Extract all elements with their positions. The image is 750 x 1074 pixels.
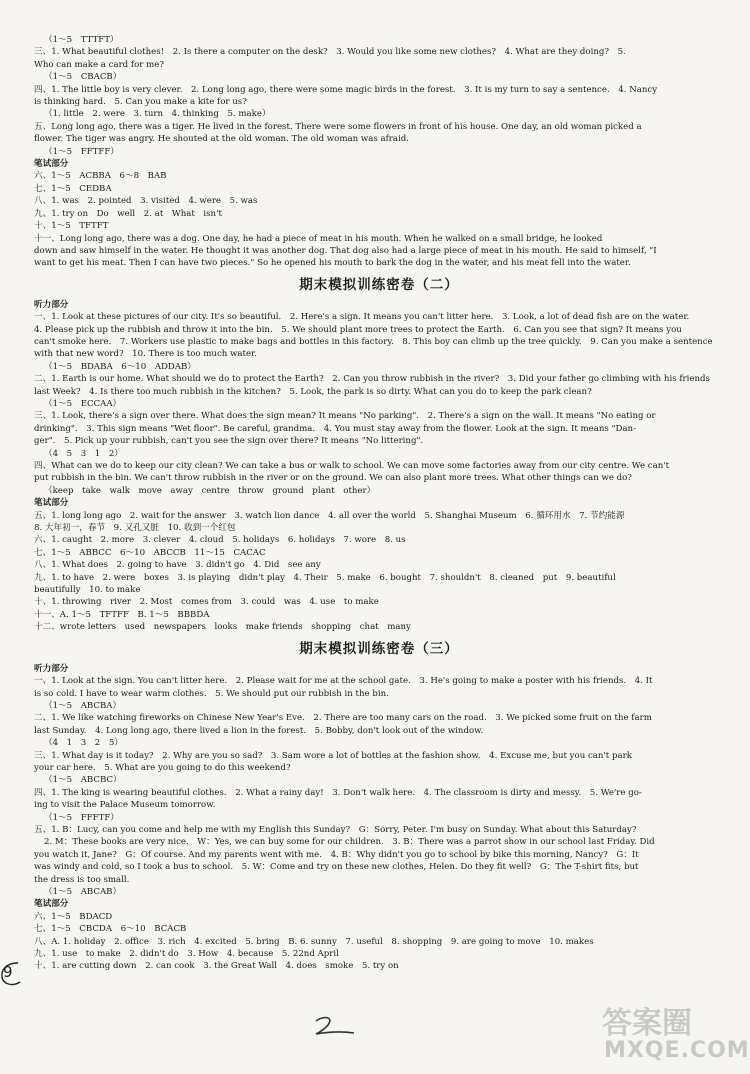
answer-line: 一、1. Look at the sign. You can't litter here. 2. Please wait for me at the school gate. 3. He's going to make a poster with his friends. 4. It	[34, 676, 653, 687]
answer-line: you watch it, Jane? G：Of course. And my parents went with me. 4. B：Why didn't you go to school by bike this morning, Nancy? G：It	[34, 849, 639, 860]
answer-line: （1～5 BDABA 6～10 ADDAB）	[44, 361, 196, 372]
site-watermark	[592, 998, 750, 1068]
answer-line: is so cold. I have to wear warm clothes. 5. We should put our rubbish in the bin.	[34, 688, 389, 699]
answer-line: 二、1. Earth is our home. What should we do to protect the Earth? 2. Can you throw rubbish in the river? 3. Did your father go climbing with his friends	[34, 374, 710, 385]
answer-line: （1～5 ABCBA）	[44, 700, 122, 711]
answer-line: ing to visit the Palace Museum tomorrow.	[34, 800, 216, 811]
answer-line: 二、1. We like watching fireworks on Chinese New Year's Eve. 2. There are too many cars on the road. 3. We picked some fruit on the farm	[34, 713, 652, 724]
answer-line: 九、1. try on Do well 2. at What isn't	[34, 208, 222, 219]
answer-line: 三、1. What day is it today? 2. Why are you so sad? 3. Sam wore a lot of bottles at the fashion show. 4. Excuse me, but you can't park	[34, 750, 632, 761]
answer-line: 六、1～5 ACBBA 6～8 BAB	[34, 171, 167, 182]
answer-line: 八、1. What does 2. going to have 3. didn't go 4. Did see any	[34, 560, 321, 571]
answer-line: can't smoke here. 7. Workers use plastic to make bags and bottles in this factory. 8. This boy can climb up the tree quickly. 9. Can you make a sentence	[34, 336, 713, 347]
answer-line: 一、1. Look at these pictures of our city. It's so beautiful. 2. Here's a sign. It means you can't litter here. 3. Look, a lot of dead fish are on the water.	[34, 312, 690, 323]
answer-line: （4 5 3 1 2）	[44, 448, 123, 459]
answer-line: 五、Long long ago, there was a tiger. He lived in the forest. There were some flowers in front of his house. One day, an old woman picked a	[34, 121, 642, 132]
answer-line: 十、1. are cutting down 2. can cook 3. the Great Wall 4. does smoke 5. try on	[34, 961, 399, 972]
answer-line: was windy and cold, so I took a bus to school. 5. W：Come and try on these new clothes, Helen. Do they fit well? G：The T-shirt fits, but	[34, 862, 639, 873]
answer-line: beautifully 10. to make	[34, 585, 141, 596]
answer-line: 三、1. What beautiful clothes! 2. Is there a computer on the desk? 3. Would you like some new clothes? 4. What are they doing? 5.	[34, 47, 626, 58]
answer-line: 七、1～5 CBCDA 6～10 BCACB	[34, 924, 187, 935]
exam-one-answers	[34, 34, 724, 270]
answer-line: 四、What can we do to keep our city clean? We can take a bus or walk to school. We can move some factories away from our city centre. We can't	[34, 461, 670, 471]
answer-line: Who can make a card for me?	[34, 59, 164, 70]
answer-line: （1～5 TTTFT）	[44, 35, 119, 45]
answer-line: 八、1. was 2. pointed 3. visited 4. were 5. was	[34, 196, 258, 207]
answer-line: 六、1～5 BDACD	[34, 911, 113, 922]
answer-line: （1. little 2. were 3. turn 4. thinking 5. make）	[44, 109, 271, 120]
answer-line: with that new word? 10. There is too much water.	[34, 349, 257, 360]
answer-line: down and saw himself in the water. He thought it was another dog. That dog also had a large piece of meat in his mouth. He said to himself, "I	[34, 245, 657, 256]
answer-line: （1～5 CBACB）	[44, 72, 122, 83]
answer-line: 8. 大年初一，春节 9. 又孔又脏 10. 收到一个红包	[34, 523, 236, 534]
section-heading: 笔试部分	[34, 498, 69, 509]
answer-line: 四、1. The king is wearing beautiful clothes. 2. What a rainy day! 3. Don't walk here. 4. The classroom is dirty and messy. 5. We're go-	[34, 787, 642, 798]
answer-line: put rubbish in the bin. We can't throw rubbish in the river or on the ground. We can also plant more trees. What other things can we do?	[34, 473, 632, 484]
page-number-badge	[0, 960, 26, 988]
answer-line: （1～5 ABCAB）	[44, 887, 122, 897]
page-number: 9	[3, 963, 13, 981]
answer-line: （1～5 FFTFF）	[44, 146, 119, 157]
answer-line: ger". 5. Pick up your rubbish, can't you see the sign over there? It means "No littering".	[34, 436, 424, 447]
answer-line: 八、A. 1. holiday 2. office 3. rich 4. excited 5. bring B. 6. sunny 7. useful 8. shopping 9. are going to move 10. makes	[34, 936, 594, 947]
answer-line: 十一、A. 1～5 TFTFF B. 1～5 BBBDA	[34, 609, 210, 620]
exam-two-answers	[34, 299, 724, 634]
answer-line: last Week? 4. Is there too much rubbish in the kitchen? 5. Look, the park is so dirty. What can you do to keep the park clean?	[34, 386, 592, 397]
answer-line: （4 1 3 2 5）	[44, 738, 123, 749]
answer-line: drinking". 3. This sign means "Wet floor". Be careful, grandma. 4. You must stay away from the flower. Look at the sign. It means "Dan-	[34, 423, 636, 434]
answer-line: 七、1～5 ABBCC 6～10 ABCCB 11～15 CACAC	[34, 547, 266, 558]
exam-three-answers	[34, 663, 724, 973]
answer-line: 五、1. long long ago 2. wait for the answer 3. watch lion dance 4. all over the world 5. Shanghai Museum 6. 循环用水 7. 节约能源	[34, 510, 625, 521]
watermark-logo: 答案圈	[602, 1006, 692, 1041]
answer-line: 十、1. throwing river 2. Most comes from 3. could was 4. use to make	[34, 597, 379, 608]
answer-line: 七、1～5 CEDBA	[34, 183, 112, 194]
page-content	[34, 34, 724, 973]
answer-line: 三、1. Look, there's a sign over there. What does the sign mean? It means "No parking". 2. There's a sign on the wall. It means "No eating or	[34, 411, 656, 422]
answer-line: want to get his meat. Then I can have two pieces." So he opened his mouth to bark the dog in the water, and his meat fell into the water.	[34, 258, 631, 269]
answer-line: 2. M：These books are very nice. W：Yes, we can buy some for our children. 3. B：There was a parrot show in our school last Friday. Did	[44, 837, 655, 848]
answer-line: 六、1. caught 2. more 3. clever 4. cloud 5. holidays 6. holidays 7. wore 8. us	[34, 535, 406, 546]
section-heading: 听力部分	[34, 299, 69, 310]
exam-three-title: 期末模拟训练密卷（三）	[299, 640, 459, 657]
answer-line: your car here. 5. What are you going to do this weekend?	[34, 762, 291, 773]
section-heading: 听力部分	[34, 663, 69, 674]
watermark-url: MXQE.COM	[604, 1038, 750, 1063]
answer-line: 四、1. The little boy is very clever. 2. Long long ago, there were some magic birds in the forest. 3. It is my turn to say a sentence. 4. Nancy	[34, 84, 658, 95]
handwritten-mark-icon	[310, 1015, 360, 1037]
answer-line: 十、1～5 TFTFT	[34, 221, 109, 232]
answer-line: 五、1. B：Lucy, can you come and help me with my English this Sunday? G：Sorry, Peter. I'm busy on Sunday. What about this Saturday?	[34, 824, 637, 835]
answer-line: 十一、Long long ago, there was a dog. One day, he had a piece of meat in his mouth. When he walked on a small bridge, he looked	[34, 233, 603, 244]
answer-line: 九、1. to have 2. were boxes 3. is playing didn't play 4. Their 5. make 6. bought 7. shouldn't 8. cleaned put 9. beautiful	[34, 572, 616, 583]
answer-line: （keep take walk move away centre throw ground plant other）	[44, 485, 376, 496]
answer-line: （1～5 ABCBC）	[44, 775, 122, 786]
answer-line: 4. Please pick up the rubbish and throw it into the bin. 5. We should plant more trees to protect the Earth. 6. Can you see that sign? It means you	[34, 324, 682, 335]
answer-line: the dress is too small.	[34, 874, 130, 885]
section-heading: 笔试部分	[34, 899, 69, 910]
answer-line: is thinking hard. 5. Can you make a kite for us?	[34, 97, 247, 108]
answer-line: （1～5 ECCAA）	[44, 398, 122, 409]
answer-line: （1～5 FFFTF）	[44, 812, 119, 823]
exam-two-title: 期末模拟训练密卷（二）	[299, 276, 459, 293]
answer-line: 九、1. use to make 2. didn't do 3. How 4. because 5. 22nd April	[34, 949, 339, 960]
answer-line: last Sunday. 4. Long long ago, there lived a lion in the forest. 5. Bobby, don't look out of the window.	[34, 725, 484, 736]
section-heading: 笔试部分	[34, 159, 69, 170]
answer-line: flower. The tiger was angry. He shouted at the old woman. The old woman was afraid.	[34, 134, 410, 145]
answer-line: 十二、wrote letters used newspapers looks make friends shopping chat many	[34, 622, 411, 633]
